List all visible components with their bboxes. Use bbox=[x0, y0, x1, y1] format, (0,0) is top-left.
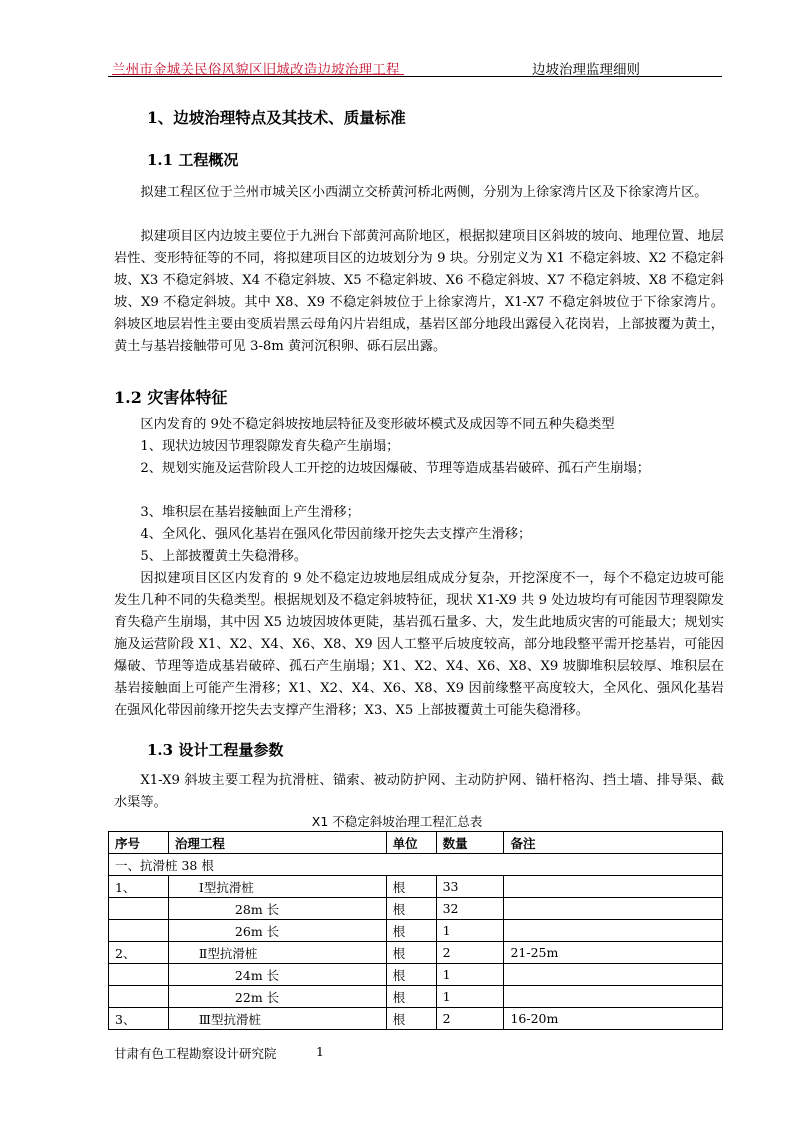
row-unit: 根 bbox=[386, 876, 436, 898]
header-title-underline bbox=[112, 74, 404, 75]
row-remark bbox=[504, 920, 723, 942]
row-unit: 根 bbox=[386, 920, 436, 942]
hazard-item-3: 3、堆积层在基岩接触面上产生滑移； bbox=[140, 505, 360, 520]
design-paragraph: X1-X9 斜坡主要工程为抗滑桩、锚索、被动防护网、主动防护网、锚杆格沟、挡土墙、排导渠、截水渠等。 bbox=[114, 773, 724, 810]
hazard-item-2: 2、规划实施及运营阶段人工开挖的边坡因爆破、节理等造成基岩破碎、孤石产生崩塌； bbox=[140, 461, 650, 476]
row-work: 28m 长 bbox=[168, 898, 386, 920]
row-remark bbox=[504, 964, 723, 986]
row-remark bbox=[504, 898, 723, 920]
table-row bbox=[109, 898, 723, 920]
row-qty: 1 bbox=[436, 986, 504, 1008]
row-work: Ⅱ型抗滑桩 bbox=[168, 942, 386, 964]
row-no: 3、 bbox=[109, 1008, 169, 1030]
row-remark: 21-25m bbox=[504, 942, 723, 964]
col-header-unit: 单位 bbox=[386, 832, 436, 854]
table-caption: X1 不稳定斜坡治理工程汇总表 bbox=[311, 814, 483, 829]
row-qty: 33 bbox=[436, 876, 504, 898]
row-no bbox=[109, 964, 169, 986]
footer-org: 甘肃有色工程勘察设计研究院 bbox=[114, 1046, 277, 1061]
header-doc-title: 边坡治理监理细则 bbox=[532, 62, 640, 78]
section-1-3-heading: 1.3 设计工程量参数 bbox=[147, 741, 284, 759]
row-no bbox=[109, 986, 169, 1008]
row-qty: 2 bbox=[436, 942, 504, 964]
row-work: 22m 长 bbox=[168, 986, 386, 1008]
col-header-work: 治理工程 bbox=[168, 832, 386, 854]
col-header-remark: 备注 bbox=[504, 832, 723, 854]
row-qty: 1 bbox=[436, 964, 504, 986]
row-work: Ⅲ型抗滑桩 bbox=[168, 1008, 386, 1030]
table-row bbox=[109, 986, 723, 1008]
row-qty: 1 bbox=[436, 920, 504, 942]
hazard-intro: 区内发育的 9处不稳定斜坡按地层特征及变形破坏模式及成因等不同五种失稳类型 bbox=[140, 417, 615, 432]
hazard-item-1: 1、现状边坡因节理裂隙发育失稳产生崩塌； bbox=[140, 439, 400, 454]
table-row bbox=[109, 942, 723, 964]
table-header-row bbox=[109, 832, 723, 854]
overview-paragraph-2: 拟建项目区内边坡主要位于九洲台下部黄河高阶地区，根据拟建项目区斜坡的坡向、地理位置、地层岩性、变形特征等的不同，将拟建项目区的边坡划分为 9 块。分别定义为 X1 不稳定斜坡、X2 不稳定斜坡、X3 不稳定斜坡、X4 不稳定斜坡、X5 不稳定斜坡、X6 不稳定斜坡、X7 不稳定斜坡、X8 不稳定斜坡、X9 不稳定斜坡。其中 X8、X9 不稳定斜坡位于上徐家湾片，X1-X7 不稳定斜坡位于下徐家湾片。斜坡区地层岩性主要由变质岩黑云母角闪片岩组成，基岩区部分地段出露侵入花岗岩，上部披覆为黄土，黄土与基岩接触带可见 3-8m 黄河沉积卵、砾石层出露。 bbox=[114, 229, 724, 354]
header-project-title: 兰州市金城关民俗风貌区旧城改造边坡治理工程 bbox=[112, 62, 400, 78]
row-work: Ⅰ型抗滑桩 bbox=[168, 876, 386, 898]
col-header-qty: 数量 bbox=[436, 832, 504, 854]
header-rule bbox=[108, 76, 722, 77]
row-unit: 根 bbox=[386, 898, 436, 920]
row-qty: 2 bbox=[436, 1008, 504, 1030]
row-no bbox=[109, 920, 169, 942]
summary-table bbox=[108, 831, 723, 1030]
row-work: 24m 长 bbox=[168, 964, 386, 986]
section-1-heading: 1、边坡治理特点及其技术、质量标准 bbox=[147, 108, 406, 127]
table-row bbox=[109, 876, 723, 898]
section-1-1-heading: 1.1 工程概况 bbox=[147, 151, 239, 169]
row-unit: 根 bbox=[386, 964, 436, 986]
section-1-2-heading: 1.2 灾害体特征 bbox=[114, 388, 228, 407]
hazard-paragraph: 因拟建项目区区内发育的 9 处不稳定边坡地层组成成分复杂，开挖深度不一，每个不稳定边坡可能发生几种不同的失稳类型。根据规划及不稳定斜坡特征，现状 X1-X9 共 9 处边坡均有可能因节理裂隙发育失稳产生崩塌，其中因 X5 边坡因坡体更陡，基岩孤石量多、大，发生此地质灾害的可能最大；规划实施及运营阶段 X1、X2、X4、X6、X8、X9 因人工整平后坡度较高，部分地段整平需开挖基岩，可能因爆破、节理等造成基岩破碎、孤石产生崩塌；X1、X2、X4、X6、X8、X9 坡脚堆积层较厚、堆积层在基岩接触面上可能产生滑移；X1、X2、X4、X6、X8、X9 因前缘整平高度较大，全风化、强风化基岩在强风化带因前缘开挖失去支撑产生滑移；X3、X5 上部披覆黄土可能失稳滑移。 bbox=[114, 571, 724, 718]
row-qty: 32 bbox=[436, 898, 504, 920]
row-work: 26m 长 bbox=[168, 920, 386, 942]
col-header-no: 序号 bbox=[109, 832, 169, 854]
row-unit: 根 bbox=[386, 942, 436, 964]
page-number: 1 bbox=[316, 1044, 324, 1059]
overview-paragraph-1: 拟建工程区位于兰州市城关区小西湖立交桥黄河桥北两侧，分别为上徐家湾片区及下徐家湾片区。 bbox=[140, 185, 708, 200]
row-remark: 16-20m bbox=[504, 1008, 723, 1030]
group-label: 一、抗滑桩 38 根 bbox=[109, 854, 723, 876]
hazard-item-4: 4、全风化、强风化基岩在强风化带因前缘开挖失去支撑产生滑移； bbox=[140, 527, 532, 542]
row-no: 2、 bbox=[109, 942, 169, 964]
table-row bbox=[109, 1008, 723, 1030]
hazard-item-5: 5、上部披覆黄土失稳滑移。 bbox=[140, 549, 308, 564]
row-unit: 根 bbox=[386, 986, 436, 1008]
row-remark bbox=[504, 986, 723, 1008]
table-row bbox=[109, 920, 723, 942]
row-no bbox=[109, 898, 169, 920]
row-no: 1、 bbox=[109, 876, 169, 898]
table-group-row bbox=[109, 854, 723, 876]
table-row bbox=[109, 964, 723, 986]
row-remark bbox=[504, 876, 723, 898]
row-unit: 根 bbox=[386, 1008, 436, 1030]
